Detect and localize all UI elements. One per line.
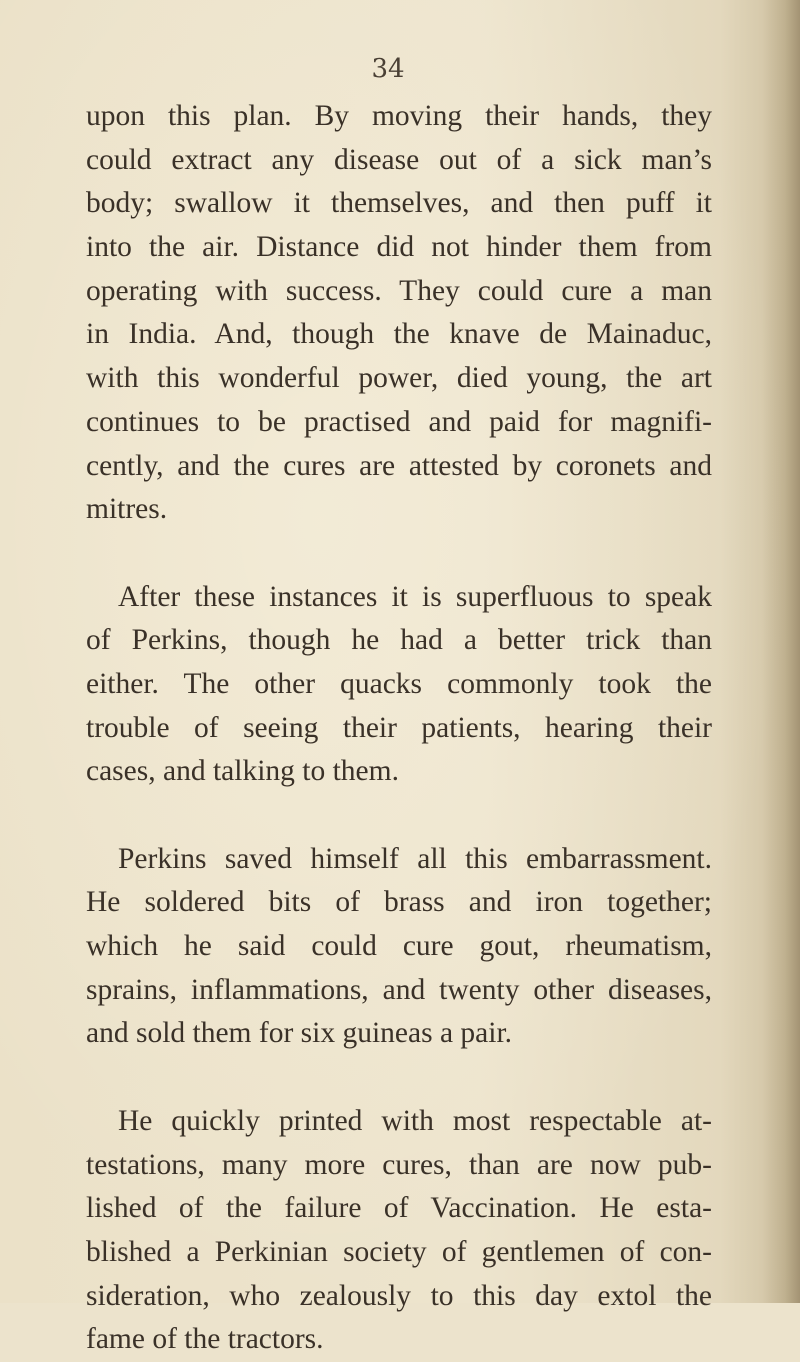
- paragraph-1: [86, 95, 712, 532]
- text-line: sideration, who zealously to this day extol the: [86, 1279, 712, 1312]
- text-line: lished of the failure of Vaccination. He esta-: [86, 1192, 712, 1225]
- paragraph-gap: [86, 794, 712, 838]
- paragraph-gap: [86, 532, 712, 576]
- text-line: and sold them for six guineas a pair.: [86, 1017, 513, 1050]
- text-line: operating with success. They could cure a man: [86, 274, 712, 307]
- text-line: He soldered bits of brass and iron together;: [86, 886, 712, 919]
- text-line: After these instances it is superfluous to speak: [118, 580, 712, 613]
- text-line: with this wonderful power, died young, the art: [86, 362, 712, 395]
- text-line: in India. And, though the knave de Mainaduc,: [86, 318, 712, 351]
- text-line: mitres.: [86, 493, 168, 526]
- text-line: cently, and the cures are attested by coronets and: [86, 449, 712, 482]
- body-text: [86, 95, 712, 1362]
- text-line: cases, and talking to them.: [86, 755, 399, 788]
- text-line: upon this plan. By moving their hands, they: [86, 100, 712, 132]
- text-line: which he said could cure gout, rheumatism,: [86, 930, 712, 963]
- text-line: either. The other quacks commonly took the: [86, 667, 712, 700]
- page-number: 34: [371, 54, 405, 84]
- paragraph-4: [86, 1100, 712, 1362]
- paragraph-3: [86, 838, 712, 1056]
- text-line: He quickly printed with most respectable at-: [118, 1104, 712, 1137]
- text-line: sprains, inflammations, and twenty other diseases,: [86, 973, 712, 1006]
- text-line: of Perkins, though he had a better trick than: [86, 624, 712, 657]
- text-line: fame of the tractors.: [86, 1323, 324, 1356]
- text-line: Perkins saved himself all this embarrassment.: [118, 842, 712, 875]
- text-line: continues to be practised and paid for magnifi-: [86, 405, 712, 438]
- text-line: into the air. Distance did not hinder them from: [86, 231, 712, 264]
- paragraph-2: [86, 576, 712, 794]
- paragraph-gap: [86, 1056, 712, 1100]
- text-line: testations, many more cures, than are now pub-: [86, 1148, 712, 1181]
- text-line: trouble of seeing their patients, hearing their: [86, 711, 712, 744]
- page-edge-shadow: [762, 0, 800, 1303]
- text-line: could extract any disease out of a sick man’s: [86, 143, 712, 176]
- text-line: body; swallow it themselves, and then puff it: [86, 187, 712, 220]
- text-line: blished a Perkinian society of gentlemen of con-: [86, 1235, 712, 1268]
